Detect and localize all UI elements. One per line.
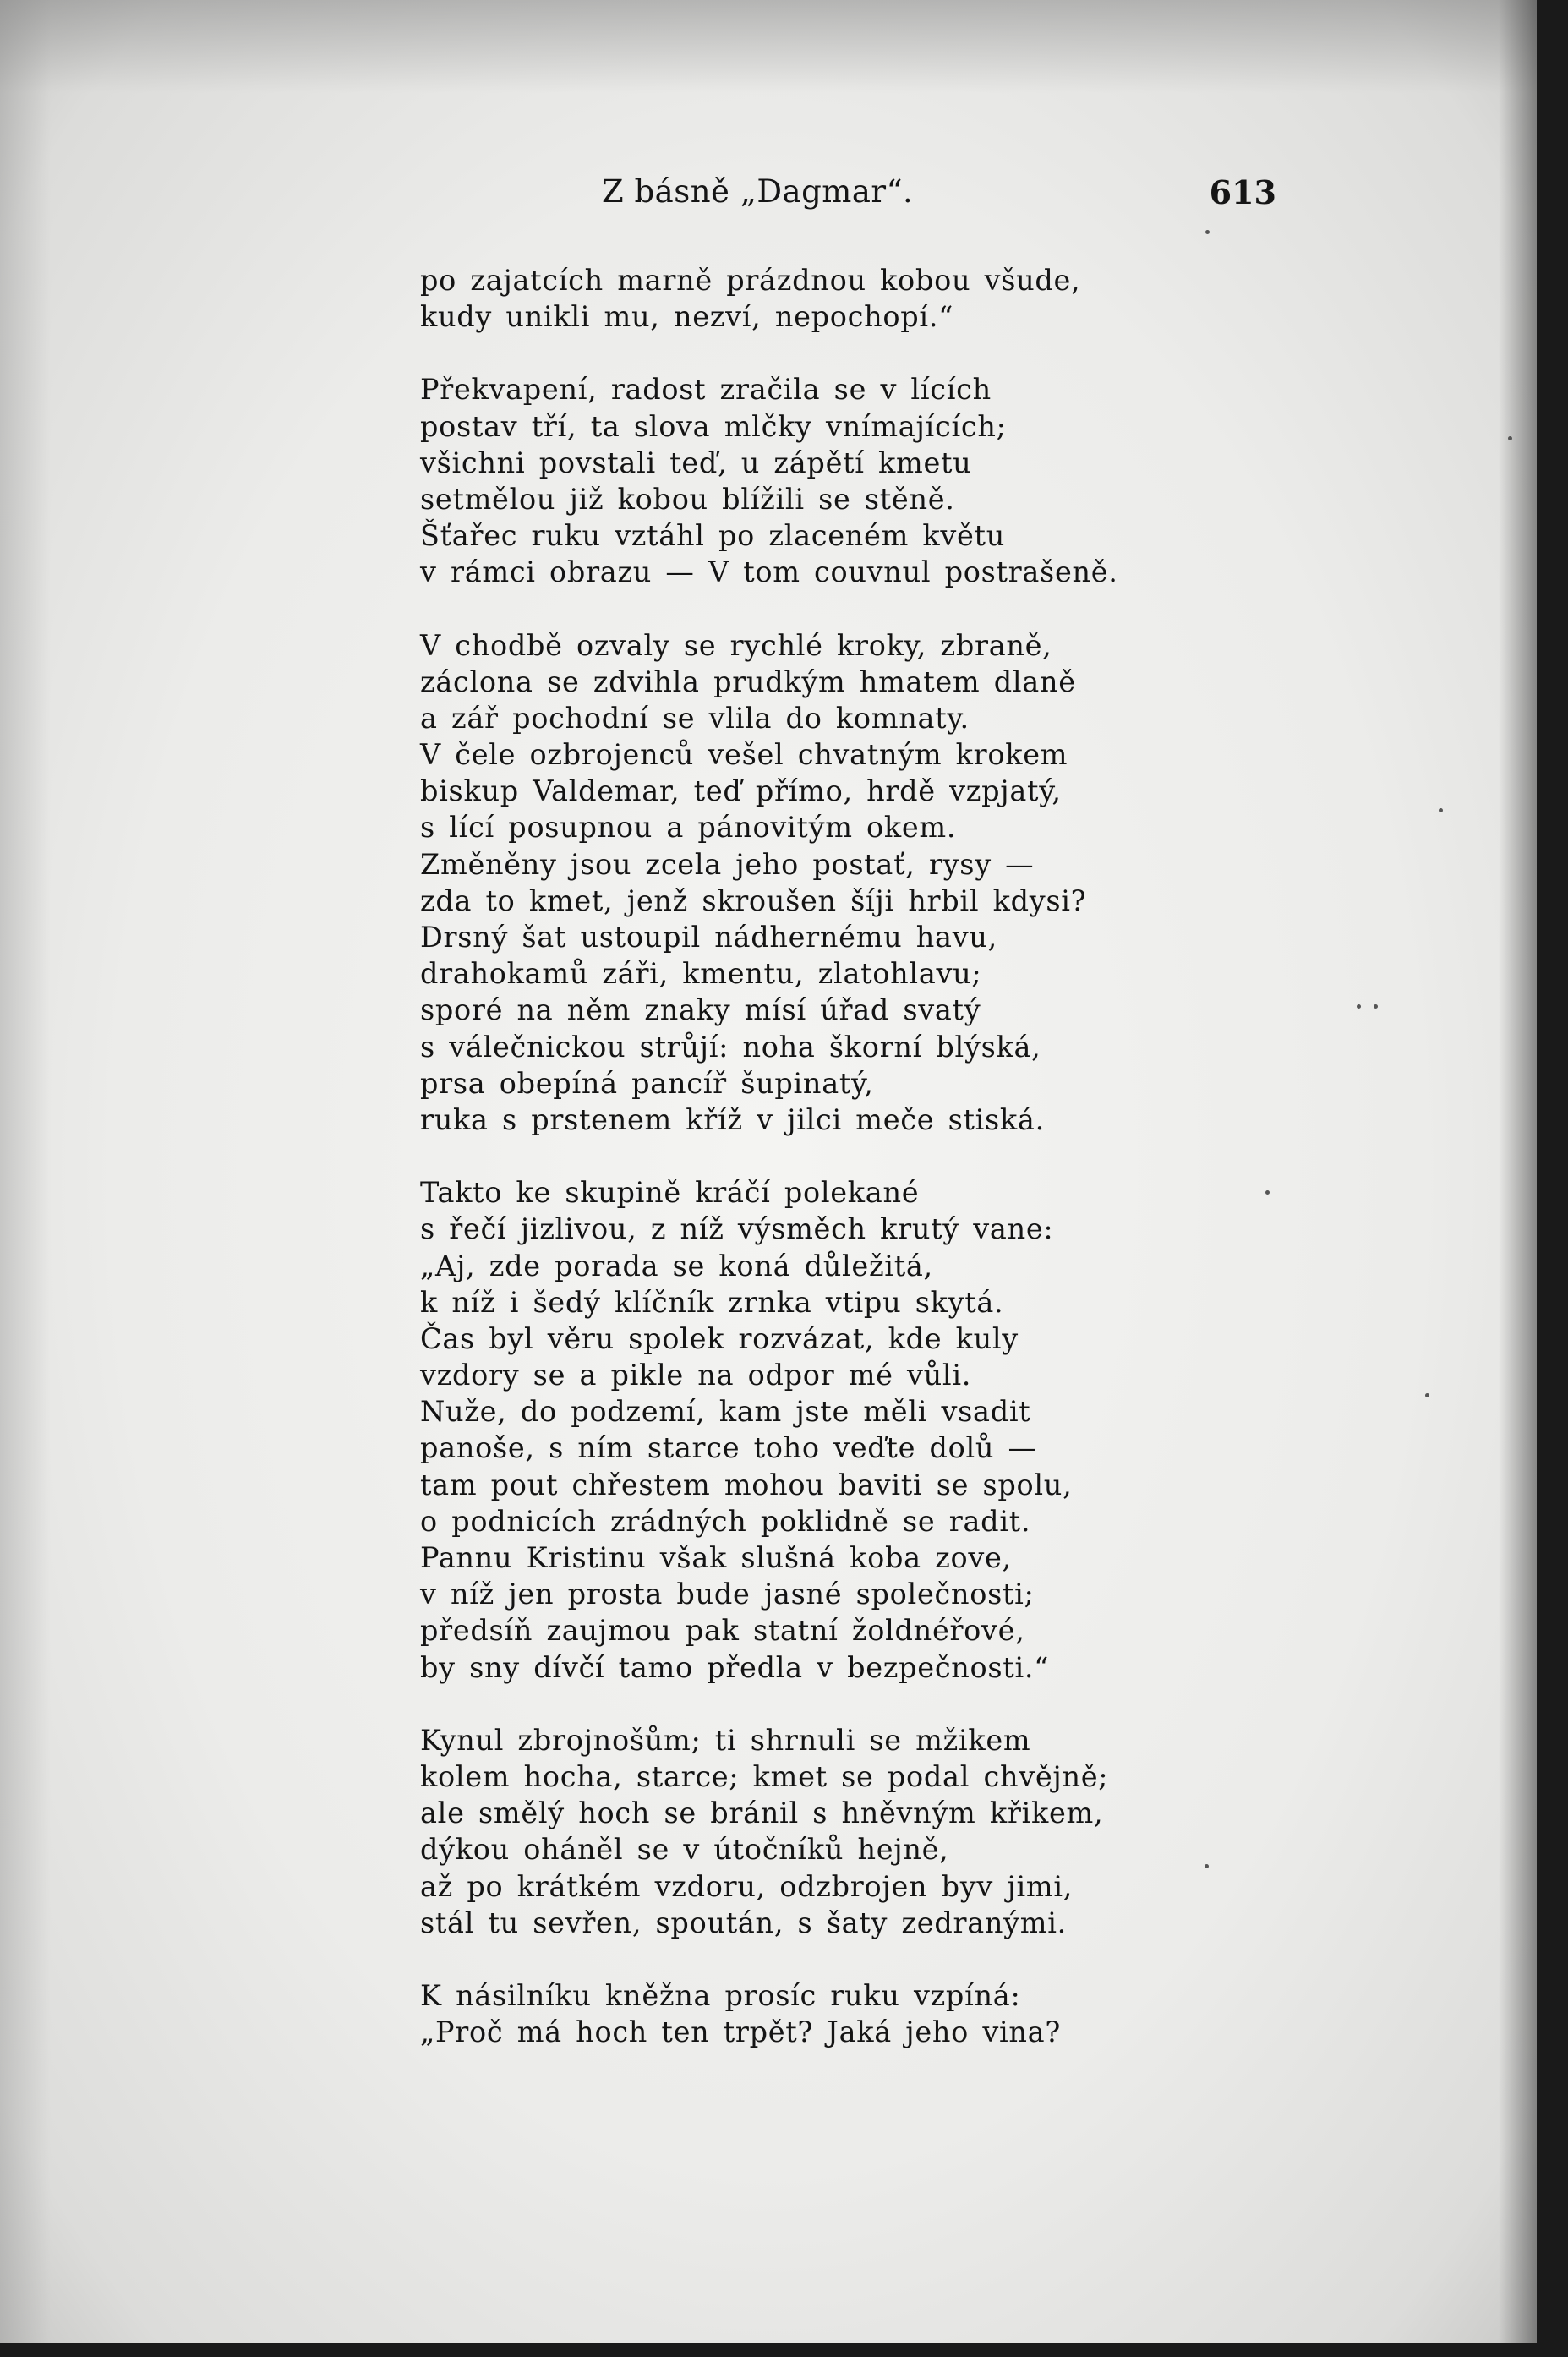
verse-line: předsíň zaujmou pak statní žoldnéřové, (420, 1614, 1025, 1648)
running-title: Z básně „Dagmar“. (602, 173, 914, 210)
stanza (420, 1977, 1367, 2050)
verse-line: vzdory se a pikle na odpor mé vůli. (420, 1359, 972, 1392)
verse-line: „Aj, zde porada se koná důležitá, (420, 1249, 933, 1282)
verse-line: postav tří, ta slova mlčky vnímajících; (420, 409, 1007, 443)
verse-line: Čas byl věru spolek rozvázat, kde kuly (420, 1321, 1019, 1355)
verse-line: zda to kmet, jenž skroušen šíji hrbil kdysi? (420, 883, 1087, 917)
page-number: 613 (1209, 173, 1276, 211)
verse-line: až po krátkém vzdoru, odzbrojen byv jimi, (420, 1869, 1074, 1903)
stanza (420, 1722, 1367, 1941)
verse-line: biskup Valdemar, teď přímo, hrdě vzpjatý, (420, 774, 1062, 808)
verse-line: ruka s prstenem kříž v jilci meče stiská. (420, 1102, 1045, 1136)
verse-line: K násilníku kněžna prosíc ruku vzpíná: (420, 1978, 1021, 2012)
verse-line: s lící posupnou a pánovitým okem. (420, 811, 957, 845)
verse-line: drahokamů záři, kmentu, zlatohlavu; (420, 957, 982, 991)
verse-line: Takto ke skupině kráčí polekané (420, 1176, 920, 1210)
paper-speck (1439, 808, 1443, 812)
page-edge-shadow (1499, 0, 1537, 2343)
verse-line: setmělou již kobou blížili se stěně. (420, 482, 955, 516)
verse-line: Pannu Kristinu však slušná koba zove, (420, 1541, 1012, 1574)
paper-speck (1508, 436, 1512, 440)
poem-text (420, 262, 1367, 2086)
verse-line: Změněny jsou zcela jeho postať, rysy — (420, 847, 1035, 881)
verse-line: a zář pochodní se vlila do komnaty. (420, 701, 970, 735)
stanza (420, 371, 1367, 590)
paper-speck (1205, 230, 1210, 234)
verse-line: ale smělý hoch se bránil s hněvným křikem, (420, 1796, 1104, 1830)
verse-line: sporé na něm znaky mísí úřad svatý (420, 993, 981, 1027)
verse-line: by sny dívčí tamo předla v bezpečnosti.“ (420, 1650, 1050, 1684)
verse-line: všichni povstali teď, u zápětí kmetu (420, 446, 972, 479)
running-head (423, 173, 1276, 224)
verse-line: Kynul zbrojnošům; ti shrnuli se mžikem (420, 1723, 1031, 1757)
verse-line: kudy unikli mu, nezví, nepochopí.“ (420, 300, 954, 334)
verse-line: kolem hocha, starce; kmet se podal chvějně; (420, 1759, 1109, 1793)
stanza (420, 262, 1367, 335)
verse-line: dýkou oháněl se v útočníků hejně, (420, 1833, 949, 1867)
verse-line: po zajatcích marně prázdnou kobou všude, (420, 264, 1081, 297)
verse-line: záclona se zdvihla prudkým hmatem dlaně (420, 664, 1076, 698)
verse-line: Drsný šat ustoupil nádhernému havu, (420, 921, 997, 954)
verse-line: o podnicích zrádných poklidně se radit. (420, 1504, 1031, 1538)
stanza (420, 1174, 1367, 1686)
verse-line: stál tu sevřen, spoután, s šaty zedranými. (420, 1906, 1067, 1939)
stanza (420, 627, 1367, 1139)
verse-line: „Proč má hoch ten trpět? Jaká jeho vina? (420, 2015, 1062, 2049)
verse-line: k níž i šedý klíčník zrnka vtipu skytá. (420, 1285, 1004, 1319)
verse-line: panoše, s ním starce toho veďte dolů — (420, 1431, 1037, 1465)
verse-line: Překvapení, radost zračila se v lících (420, 373, 992, 407)
verse-line: v níž jen prosta bude jasné společnosti; (420, 1578, 1035, 1611)
verse-line: s válečnickou strůjí: noha škorní blýská, (420, 1030, 1041, 1064)
verse-line: s řečí jizlivou, z níž výsměch krutý vane: (420, 1212, 1054, 1246)
paper-speck (1425, 1393, 1429, 1397)
verse-line: Šťařec ruku vztáhl po zlaceném květu (420, 519, 1005, 553)
verse-line: prsa obepíná pancíř šupinatý, (420, 1066, 874, 1100)
verse-line: V čele ozbrojenců vešel chvatným krokem (420, 738, 1068, 772)
verse-line: V chodbě ozvaly se rychlé kroky, zbraně, (420, 628, 1052, 662)
verse-line: v rámci obrazu — V tom couvnul postrašeně. (420, 555, 1118, 589)
verse-line: tam pout chřestem mohou baviti se spolu, (420, 1468, 1073, 1501)
verse-line: Nuže, do podzemí, kam jste měli vsadit (420, 1395, 1031, 1429)
paper-speck (1374, 1004, 1378, 1009)
